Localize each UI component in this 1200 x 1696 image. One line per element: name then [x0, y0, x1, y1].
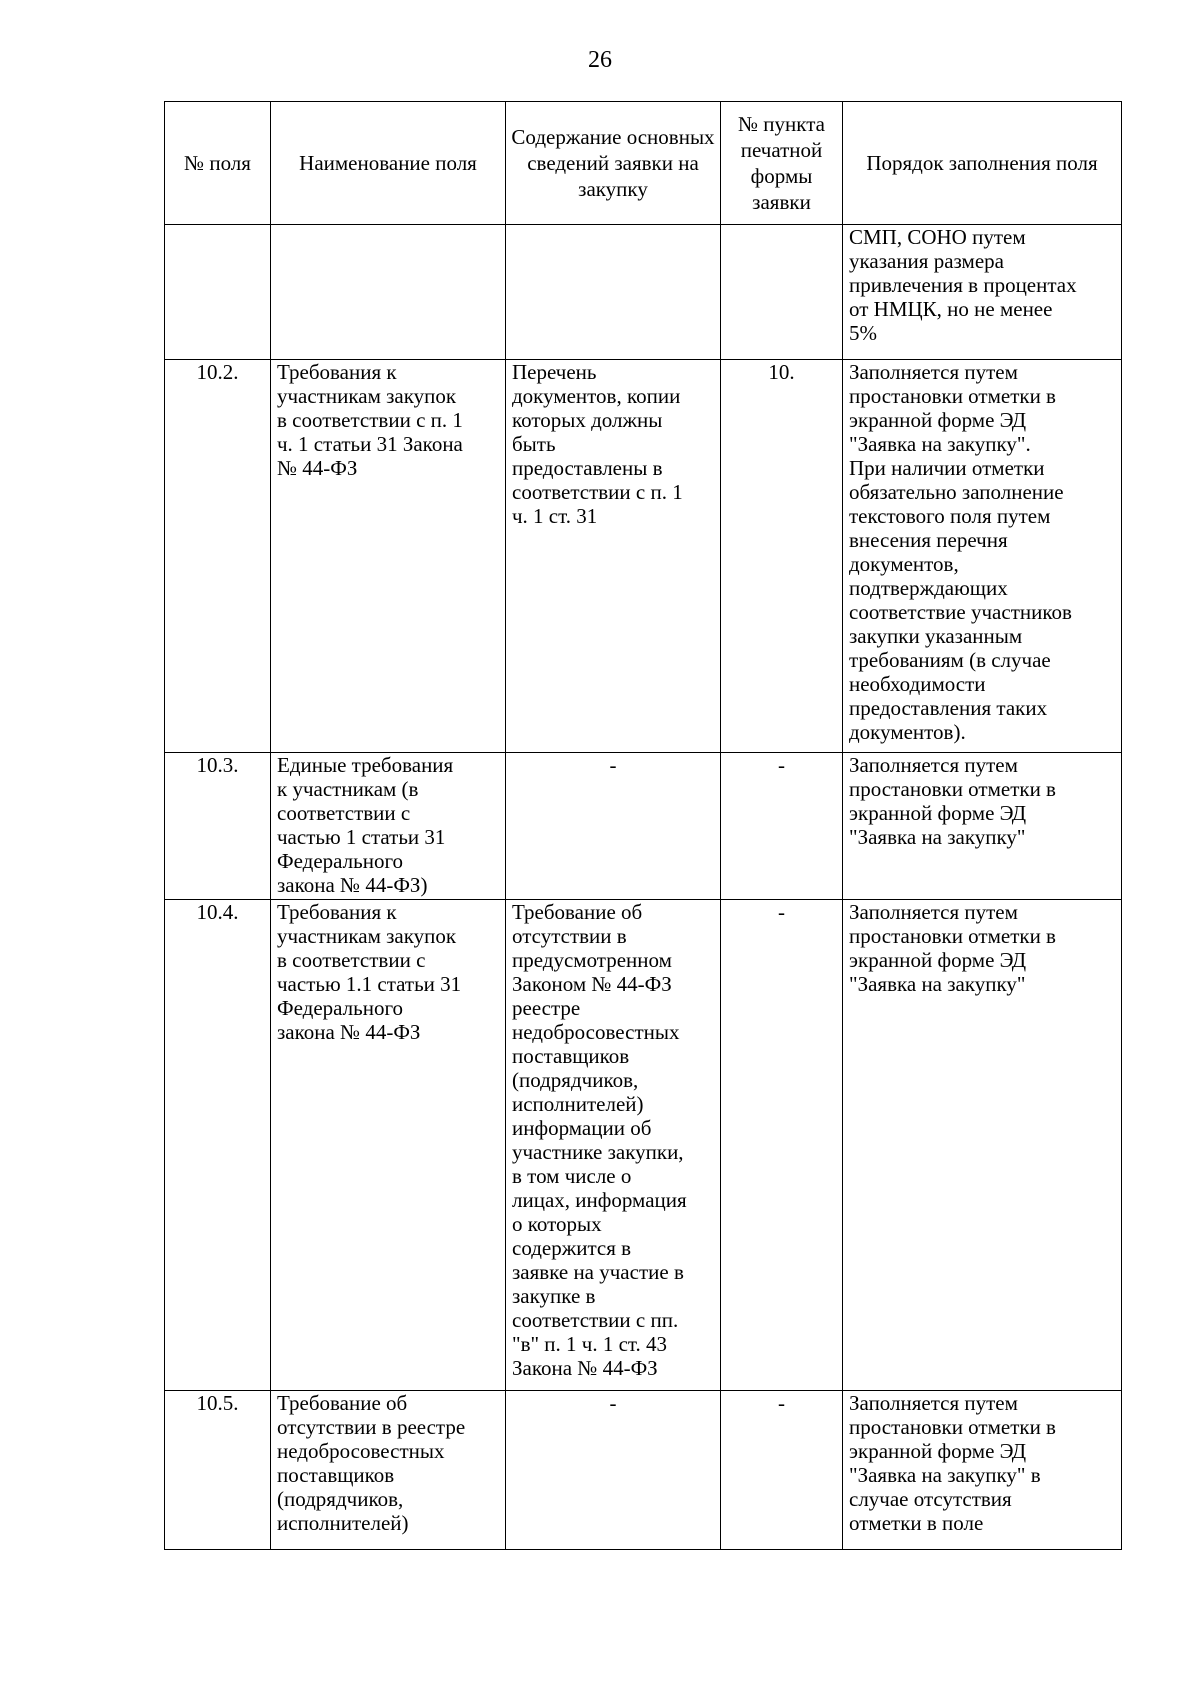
- table-row: [165, 900, 1122, 1391]
- content-cell: Требование об отсутствии в предусмотренном Законом № 44-ФЗ реестре недобросовестных поставщиков (подрядчиков, исполнителей) информации об участнике закупки, в том числе о лицах, информация о которых содержится в заявке на участие в закупке в соответствии с пп. "в" п. 1 ч. 1 ст. 43 Закона № 44-ФЗ: [506, 900, 721, 1391]
- field-no-cell: [165, 225, 271, 360]
- requirements-table: [164, 101, 1122, 1550]
- field-no-cell: 10.2.: [165, 360, 271, 753]
- table-row: [165, 360, 1122, 753]
- procedure-cell: Заполняется путем простановки отметки в экранной форме ЭД "Заявка на закупку" в случае отсутствия отметки в поле: [843, 1391, 1122, 1550]
- print-item-cell: 10.: [721, 360, 843, 753]
- print-item-cell: -: [721, 753, 843, 900]
- content-cell: [506, 225, 721, 360]
- content-cell: Перечень документов, копии которых должны быть предоставлены в соответствии с п. 1 ч. 1 ст. 31: [506, 360, 721, 753]
- field-no-cell: 10.5.: [165, 1391, 271, 1550]
- print-item-cell: -: [721, 1391, 843, 1550]
- procedure-cell: Заполняется путем простановки отметки в экранной форме ЭД "Заявка на закупку". При наличии отметки обязательно заполнение текстового поля путем внесения перечня документов, подтверждающих соответствие участников закупки указанным требованиям (в случае необходимости предоставления таких документов).: [843, 360, 1122, 753]
- field-no-cell: 10.3.: [165, 753, 271, 900]
- field-name-cell: Требования к участникам закупок в соответствии с п. 1 ч. 1 статьи 31 Закона № 44-ФЗ: [271, 360, 506, 753]
- table-row: [165, 225, 1122, 360]
- table-header: [165, 102, 1122, 225]
- content-cell: -: [506, 1391, 721, 1550]
- content-cell: -: [506, 753, 721, 900]
- procedure-cell: СМП, СОНО путем указания размера привлечения в процентах от НМЦК, но не менее 5%: [843, 225, 1122, 360]
- print-item-cell: [721, 225, 843, 360]
- header-field-name: Наименование поля: [271, 102, 506, 225]
- procedure-cell: Заполняется путем простановки отметки в экранной форме ЭД "Заявка на закупку": [843, 753, 1122, 900]
- header-field-no: № поля: [165, 102, 271, 225]
- print-item-cell: -: [721, 900, 843, 1391]
- header-content: Содержание основных сведений заявки на закупку: [506, 102, 721, 225]
- field-name-cell: Требования к участникам закупок в соответствии с частью 1.1 статьи 31 Федерального закона № 44-ФЗ: [271, 900, 506, 1391]
- field-no-cell: 10.4.: [165, 900, 271, 1391]
- header-print-item: № пункта печатной формы заявки: [721, 102, 843, 225]
- header-procedure: Порядок заполнения поля: [843, 102, 1122, 225]
- table-row: [165, 1391, 1122, 1550]
- field-name-cell: [271, 225, 506, 360]
- procedure-cell: Заполняется путем простановки отметки в экранной форме ЭД "Заявка на закупку": [843, 900, 1122, 1391]
- field-name-cell: Требование об отсутствии в реестре недобросовестных поставщиков (подрядчиков, исполнителей): [271, 1391, 506, 1550]
- table-row: [165, 753, 1122, 900]
- page-number: 26: [588, 47, 612, 73]
- field-name-cell: Единые требования к участникам (в соответствии с частью 1 статьи 31 Федерального закона № 44-ФЗ): [271, 753, 506, 900]
